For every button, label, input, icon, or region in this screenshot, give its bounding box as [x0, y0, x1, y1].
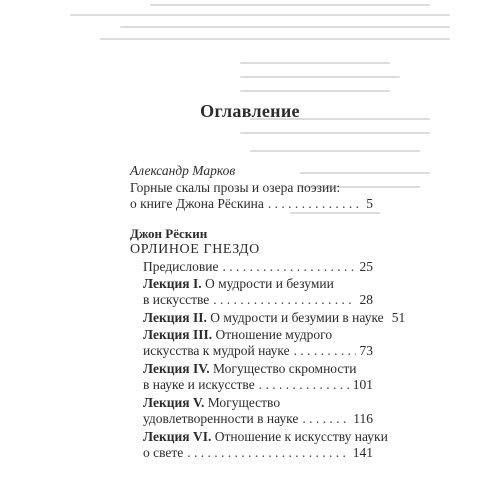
toc-entry [143, 411, 373, 427]
leader-dots [294, 343, 356, 359]
page-number: 116 [353, 411, 373, 426]
toc-entry [143, 292, 373, 308]
toc-entry-line [143, 395, 280, 411]
page-number: 73 [359, 343, 373, 358]
entry-text: Могущество скромности [213, 361, 357, 376]
section2-book-title: ОРЛИНОЕ ГНЕЗДО [130, 242, 260, 257]
leader-dots [268, 196, 362, 212]
section1-author: Александр Марков [130, 163, 236, 178]
entry-text: О мудрости и безумии [204, 276, 334, 291]
page-number: 101 [352, 377, 373, 392]
entry-text: в искусстве [143, 292, 210, 307]
toc-entry [143, 343, 373, 359]
toc-entry [143, 445, 373, 461]
page-number: 141 [352, 445, 373, 460]
section2-author: Джон Рёскин [130, 226, 208, 241]
toc-entry-line [143, 327, 332, 343]
entry-text: Отношение к искусству науки [214, 429, 388, 444]
entry-text: Предисловие [143, 259, 219, 274]
lecture-label: Лекция VI. [143, 429, 212, 444]
entry-text: искусства к мудрой науке [143, 343, 290, 358]
entry-text: о книге Джона Рёскина [130, 196, 264, 211]
page-number: 28 [359, 292, 373, 307]
leader-dots [187, 445, 348, 461]
toc-entry-line [143, 429, 388, 445]
page-number: 25 [359, 259, 373, 274]
lecture-label: Лекция II. [143, 310, 207, 325]
entry-text [143, 310, 384, 326]
lecture-label: Лекция IV. [143, 361, 210, 376]
lecture-label: Лекция I. [143, 276, 202, 291]
entry-text: в науке и искусстве [143, 377, 255, 392]
entry-text: О мудрости и безумии в науке [210, 310, 384, 325]
toc-entry [143, 259, 373, 275]
leader-dots [302, 411, 349, 427]
toc-entry-section1 [130, 196, 373, 212]
toc-entry [143, 310, 406, 326]
leader-dots [213, 292, 355, 308]
lecture-label: Лекция III. [143, 327, 213, 342]
leader-dots [222, 259, 355, 275]
toc-entry [143, 377, 373, 393]
leader-dots [259, 377, 349, 393]
section1-line1: Горные скалы прозы и озера поэзии: [130, 180, 341, 195]
entry-text: о свете [143, 445, 184, 460]
page-number: 51 [391, 310, 406, 325]
page-number: 5 [366, 196, 373, 211]
toc-entry-line [143, 361, 357, 377]
toc-entry-line [143, 276, 334, 292]
entry-text: Могущество [207, 395, 281, 410]
entry-text: Отношение мудрого [215, 327, 333, 342]
entry-text: удовлетворенности в науке [143, 411, 299, 426]
page-title: Оглавление [200, 101, 300, 121]
lecture-label: Лекция V. [143, 395, 205, 410]
